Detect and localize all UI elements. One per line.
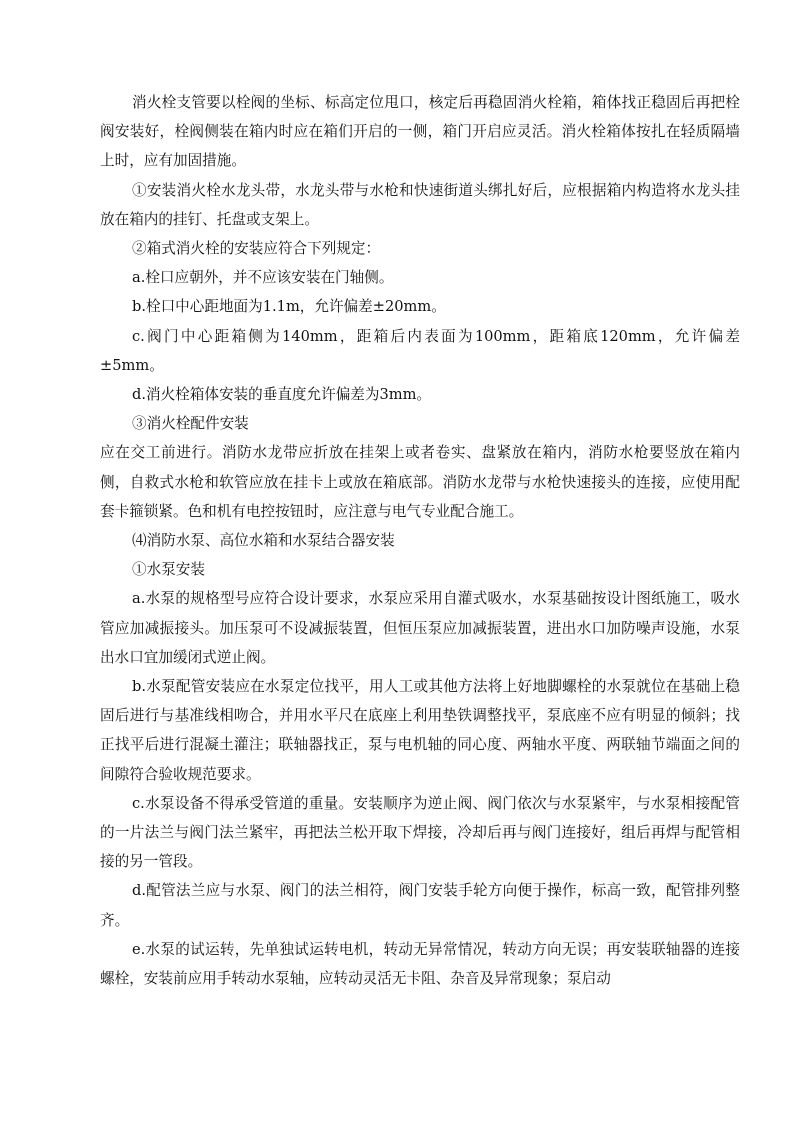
paragraph-hose-install: ①安装消火栓水龙头带，水龙头带与水枪和快速街道头绑扎好后，应根据箱内构造将水龙头挂放在箱内的挂钉、托盘或支架上。 xyxy=(100,181,740,228)
pump-item-c: c.水泵设备不得承受管道的重量。安装顺序为逆止阀、阀门依次与水泵紧牢，与水泵相接配管的一片法兰与阀门法兰紧牢，再把法兰松开取下焊接，冷却后再与阀门连接好，组后再焊与配管相接的另一管段。 xyxy=(100,794,740,871)
pump-item-b: b.水泵配管安装应在水泵定位找平，用人工或其他方法将上好地脚螺栓的水泵就位在基础上稳固后进行与基准线相吻合，并用水平尺在底座上利用垫铁调整找平，泵底座不应有明显的倾斜；找正找平后进行混凝土灌注；联轴器找正，泵与电机轴的同心度、两轴水平度、两联轴节端面之间的间隙符合验收规范要求。 xyxy=(100,678,740,783)
paragraph-fittings: 应在交工前进行。消防水龙带应折放在挂架上或者卷实、盘紧放在箱内，消防水枪要竖放在箱内侧，自救式水枪和软管应放在挂卡上或放在箱底部。消防水龙带与水枪快速接头的连接，应使用配套卡箍锁紧。色和机有电控按钮时，应注意与电气专业配合施工。 xyxy=(100,444,740,520)
section-heading-pump-tank: ⑷消防水泵、高位水箱和水泵结合器安装 xyxy=(132,532,395,550)
list-item-a: a.栓口应朝外，并不应该安装在门轴侧。 xyxy=(132,269,394,287)
section-heading-fittings: ③消火栓配件安装 xyxy=(132,415,249,433)
paragraph-hydrant-box-install: 消火栓支管要以栓阀的坐标、标高定位甩口，核定后再稳固消火栓箱，箱体找正稳固后再把栓阀安装好，栓阀侧装在箱内时应在箱们开启的一侧，箱门开启应灵活。消火栓箱体按扎在轻质隔墙上时，应有加固措施。 xyxy=(100,94,740,170)
list-item-d: d.消火栓箱体安装的垂直度允许偏差为3mm。 xyxy=(132,386,432,404)
section-heading-pump-install: ①水泵安装 xyxy=(132,561,205,579)
document-body xyxy=(100,88,740,993)
paragraph-box-hydrant-rules: ②箱式消火栓的安装应符合下列规定： xyxy=(132,240,381,258)
pump-item-a: a.水泵的规格型号应符合设计要求，水泵应采用自灌式吸水，水泵基础按设计图纸施工，吸水管应加减振接头。加压泵可不设减振装置，但恒压泵应加减振装置，进出水口加防噪声设施，水泵出水口宜加缓闭式逆止阀。 xyxy=(100,590,740,666)
pump-item-d: d.配管法兰应与水泵、阀门的法兰相符，阀门安装手轮方向便于操作，标高一致，配管排列整齐。 xyxy=(100,882,740,929)
list-item-c: c.阀门中心距箱侧为140mm，距箱后内表面为100mm，距箱底120mm，允许偏差±5mm。 xyxy=(100,327,740,374)
list-item-b: b.栓口中心距地面为1.1m，允许偏差±20mm。 xyxy=(132,298,446,316)
pump-item-e: e.水泵的试运转，先单独试运转电机，转动无异常情况，转动方向无误；再安装联轴器的连接螺栓，安装前应用手转动水泵轴，应转动灵活无卡阻、杂音及异常现象；泵启动 xyxy=(100,940,740,988)
